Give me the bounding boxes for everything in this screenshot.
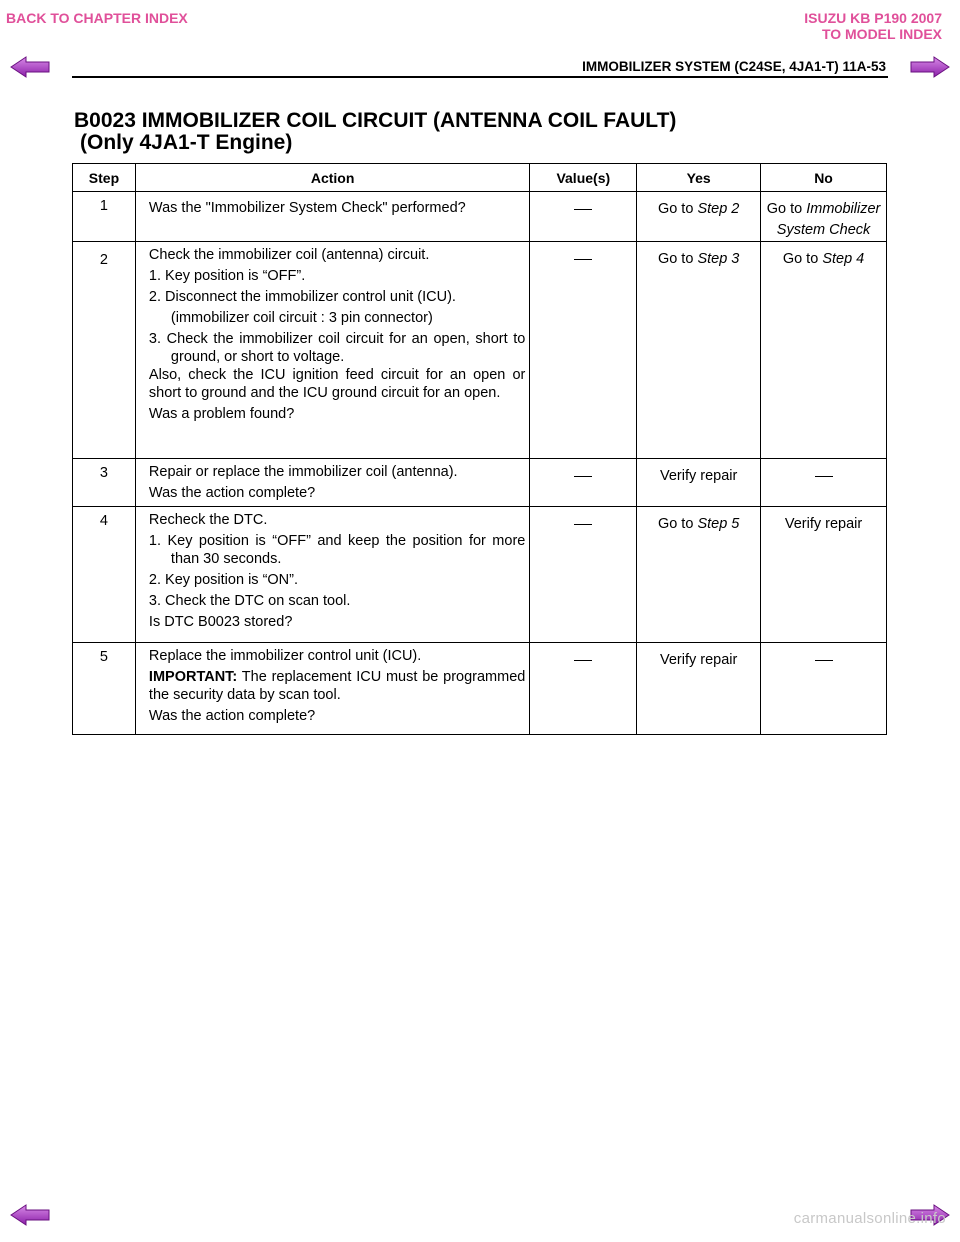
important-label: IMPORTANT:: [148, 669, 238, 685]
value-cell: [530, 192, 637, 242]
no-cell: [761, 459, 887, 507]
table-header-row: [73, 164, 887, 192]
action-item: 2. Key position is “ON”.: [148, 572, 298, 588]
action-question: Was a problem found?: [148, 406, 295, 422]
value-cell: [530, 459, 637, 507]
no-ref-line1[interactable]: Immobilizer: [806, 201, 881, 217]
header-divider: [72, 76, 888, 78]
action-subitem: (immobilizer coil circuit : 3 pin connector): [170, 310, 433, 326]
yes-prefix: Go to: [657, 516, 698, 532]
action-item: 3. Check the DTC on scan tool.: [148, 593, 351, 609]
dash-icon: [574, 524, 592, 525]
yes-prefix: Go to: [657, 251, 698, 267]
action-question: Was the action complete?: [148, 485, 316, 501]
no-prefix: Go to: [766, 201, 807, 217]
arrow-right-icon[interactable]: [910, 56, 950, 78]
header-values: Value(s): [530, 164, 637, 192]
action-cell: [135, 459, 529, 507]
action-intro: Repair or replace the immobilizer coil (antenna).: [148, 464, 458, 480]
action-intro: Check the immobilizer coil (antenna) circuit.: [148, 247, 430, 263]
dash-icon: [815, 476, 833, 477]
yes-cell: [637, 242, 761, 459]
dash-icon: [574, 259, 592, 260]
arrow-left-icon[interactable]: [10, 56, 50, 78]
dash-icon: [574, 209, 592, 210]
yes-step-ref[interactable]: Step 5: [697, 516, 740, 532]
no-ref-line2[interactable]: System Check: [776, 222, 871, 238]
dash-icon: [574, 476, 592, 477]
title-line2: (Only 4JA1-T Engine): [80, 131, 293, 154]
yes-cell: [637, 507, 761, 643]
yes-prefix: Go to: [657, 201, 698, 217]
table-row: [73, 242, 887, 459]
back-to-chapter-index-link[interactable]: BACK TO CHAPTER INDEX: [6, 10, 188, 26]
action-question: Was the action complete?: [148, 708, 316, 724]
header-step: Step: [73, 164, 136, 192]
page-header-title: IMMOBILIZER SYSTEM (C24SE, 4JA1-T) 11A-53: [582, 59, 886, 74]
no-cell: Verify repair: [761, 507, 887, 643]
diagnostic-table: [72, 163, 887, 735]
no-cell: [761, 242, 887, 459]
step-number: 4: [73, 507, 136, 643]
dash-icon: [574, 660, 592, 661]
step-number: 1: [73, 192, 136, 242]
model-line2: TO MODEL INDEX: [821, 26, 942, 42]
title-line1: B0023 IMMOBILIZER COIL CIRCUIT (ANTENNA COIL FAULT): [74, 109, 677, 132]
action-important: [149, 668, 525, 704]
action-item: 3. Check the immobilizer coil circuit for an open, short to ground, or short to voltage.: [148, 331, 526, 365]
value-cell: [530, 242, 637, 459]
watermark-text: carmanualsonline.info: [793, 1210, 946, 1227]
table-row: [73, 192, 887, 242]
yes-cell: [637, 192, 761, 242]
action-question: Is DTC B0023 stored?: [148, 614, 293, 630]
yes-cell: Verify repair: [637, 643, 761, 735]
no-step-ref[interactable]: Step 4: [822, 251, 865, 267]
action-cell: [135, 242, 529, 459]
to-model-index-link[interactable]: [804, 10, 942, 42]
step-number: 5: [73, 643, 136, 735]
value-cell: [530, 643, 637, 735]
action-text: Was the "Immobilizer System Check" performed?: [148, 200, 466, 216]
table-row: [73, 459, 887, 507]
header-no: No: [761, 164, 887, 192]
value-cell: [530, 507, 637, 643]
yes-step-ref[interactable]: Step 2: [697, 201, 740, 217]
table-row: [73, 507, 887, 643]
no-cell: [761, 643, 887, 735]
model-line1: ISUZU KB P190 2007: [804, 10, 942, 26]
document-title: [74, 110, 894, 154]
yes-cell: Verify repair: [637, 459, 761, 507]
step-number: 2: [73, 242, 136, 459]
arrow-left-icon[interactable]: [10, 1204, 50, 1226]
action-intro: Replace the immobilizer control unit (ICU).: [148, 648, 422, 664]
header-action: Action: [135, 164, 529, 192]
no-cell: [761, 192, 887, 242]
action-item: 1. Key position is “OFF”.: [148, 268, 306, 284]
action-item: 1. Key position is “OFF” and keep the position for more than 30 seconds.: [148, 533, 526, 567]
action-intro: Recheck the DTC.: [148, 512, 268, 528]
header-yes: Yes: [637, 164, 761, 192]
yes-step-ref[interactable]: Step 3: [697, 251, 740, 267]
step-number: 3: [73, 459, 136, 507]
dash-icon: [815, 660, 833, 661]
no-prefix: Go to: [782, 251, 823, 267]
action-cell: [135, 643, 529, 735]
action-item: 2. Disconnect the immobilizer control unit (ICU).: [148, 289, 456, 305]
action-note: Also, check the ICU ignition feed circuit for an open or short to ground and the ICU ground circuit for an open.: [148, 367, 526, 401]
table-row: [73, 643, 887, 735]
important-text: The replacement ICU must be programmed the security data by scan tool.: [148, 669, 526, 703]
action-cell: [135, 507, 529, 643]
action-cell: [135, 192, 529, 242]
